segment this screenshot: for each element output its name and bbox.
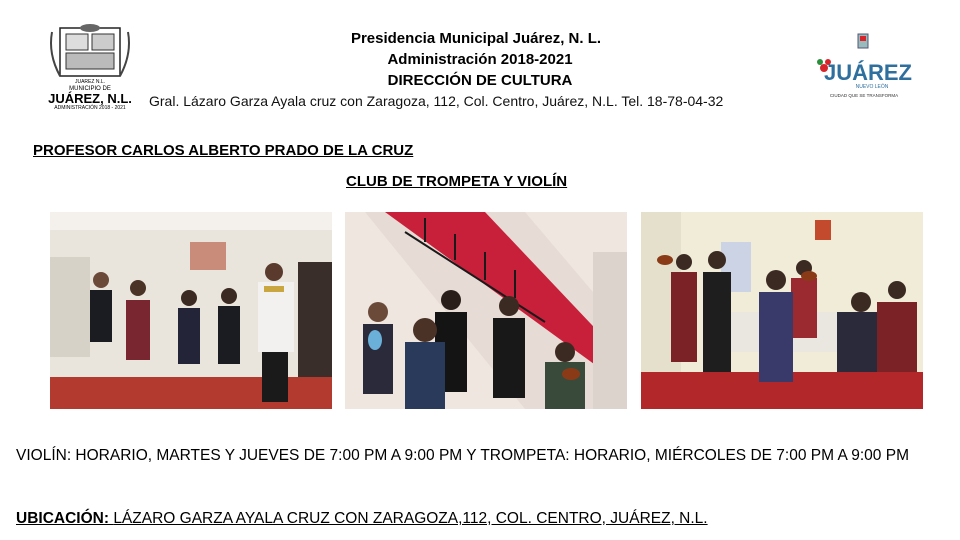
location-label: UBICACIÓN: [16, 510, 114, 527]
location-value: LÁZARO GARZA AYALA CRUZ CON ZARAGOZA,112, COL. CENTRO, JUÁREZ, N.L. [113, 510, 708, 527]
logo-left-big-text: JUÁREZ, N.L. [48, 91, 132, 106]
seal-caption: JUAREZ N.L. [74, 79, 106, 85]
header-line-administracion: Administración 2018-2021 [387, 51, 573, 68]
location-line [16, 510, 708, 528]
logo-left-small-text: MUNICIPIO DE [69, 86, 111, 92]
schedule-text: VIOLÍN: HORARIO, MARTES Y JUEVES DE 7:00 PM A 9:00 PM Y TROMPETA: HORARIO, MIÉRCOLES DE 7:00 PM A 9:00 PM [16, 447, 909, 464]
logo-right-sub-text: NUEVO LEÓN [855, 84, 889, 90]
group-photo-staircase-violin [345, 212, 627, 409]
coat-of-arms-icon [858, 34, 868, 48]
logo-right-big-text: JUÁREZ [823, 60, 912, 85]
group-photo-musicians-standing [50, 212, 332, 409]
group-photo-classroom-violin-practice [641, 212, 923, 409]
header-line-presidencia: Presidencia Municipal Juárez, N. L. [350, 30, 602, 47]
juarez-brand-logo [816, 32, 912, 102]
logo-right-tag-text: CIUDAD QUE SE TRANSFORMA [829, 93, 899, 98]
logo-left-admin-text: ADMINISTRACIÓN 2018 - 2021 [54, 105, 126, 110]
club-title: CLUB DE TROMPETA Y VIOLÍN [346, 173, 568, 190]
teacher-name: PROFESOR CARLOS ALBERTO PRADO DE LA CRUZ [33, 142, 414, 159]
header-line-direccion: DIRECCIÓN DE CULTURA [387, 72, 573, 89]
header-address: Gral. Lázaro Garza Ayala cruz con Zaragoza, 112, Col. Centro, Juárez, N.L. Tel. 18-78-04-32 [149, 93, 724, 109]
